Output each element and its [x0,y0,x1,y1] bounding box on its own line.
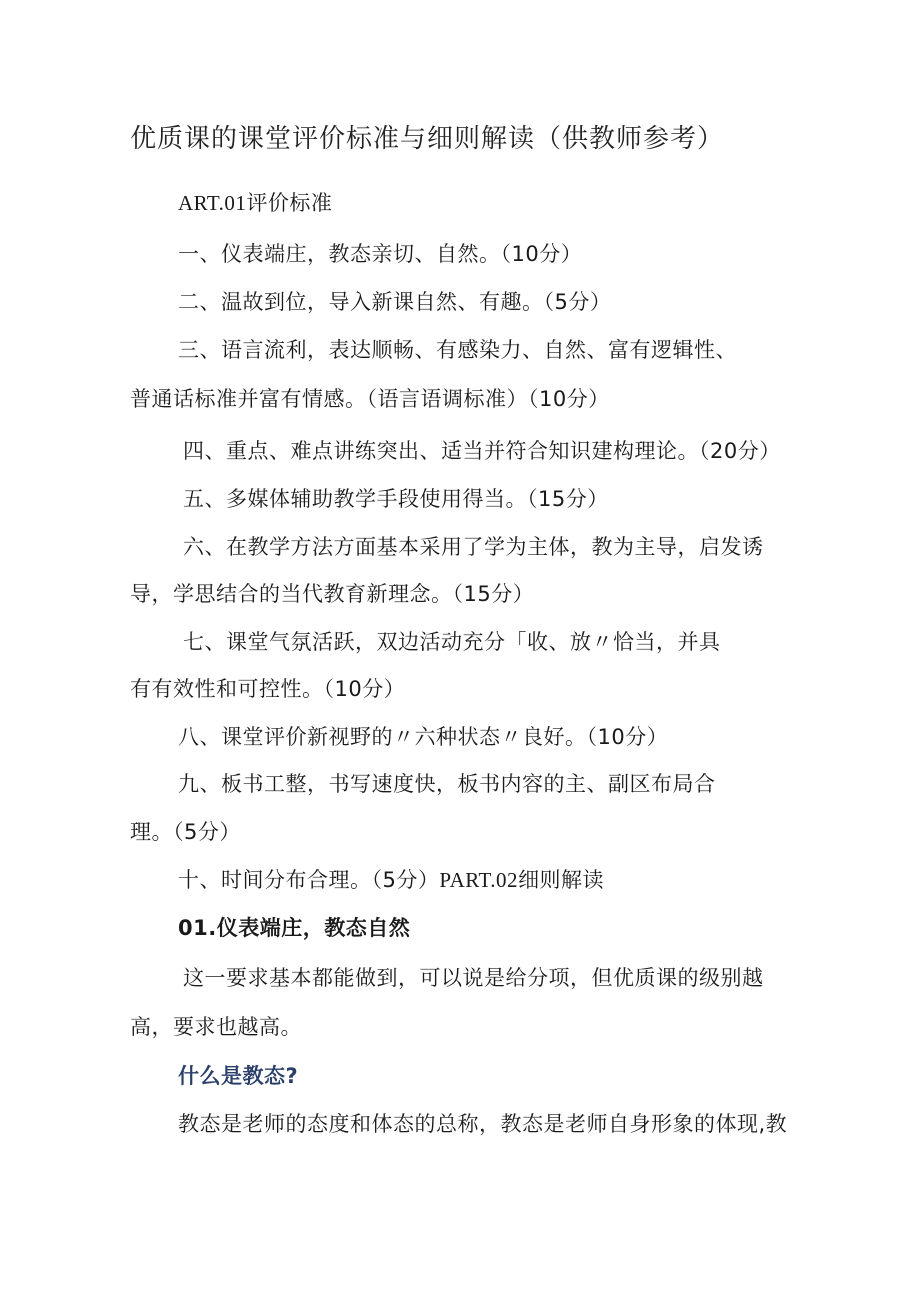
criterion-7-line2: 有有效性和可控性。（10分） [130,677,406,701]
criterion-8: 八、课堂评价新视野的〃六种状态〃良好。（10分） [178,725,669,749]
part-label: 细则解读 [518,868,605,892]
criterion-10-text: 十、时间分布合理。（5分） [178,868,440,892]
paragraph-1-line2: 高，要求也越高。 [130,1015,302,1039]
section-label: 评价标准 [246,191,333,215]
criterion-2: 二、温故到位，导入新课自然、有趣。（5分） [178,290,612,314]
criterion-10 [178,866,604,894]
paragraph-2-line1: 教态是老师的态度和体态的总称，教态是老师自身形象的体现,教 [178,1112,788,1136]
subheading-01: 01.仪表端庄，教态自然 [178,916,411,940]
paragraph-1-line1: 这一要求基本都能做到，可以说是给分项，但优质课的级别越 [183,966,764,990]
question-heading: 什么是教态? [178,1064,299,1088]
page-title: 优质课的课堂评价标准与细则解读（供教师参考） [130,124,725,154]
criterion-4: 四、重点、难点讲练突出、适当并符合知识建构理论。（20分） [183,439,781,463]
criterion-9-line1: 九、板书工整，书写速度快，板书内容的主、副区布局合 [178,772,716,796]
section-heading-art01 [178,189,332,217]
criterion-7-line1: 七、课堂气氛活跃，双边活动充分「收、放〃恰当，并具 [183,630,721,654]
criterion-6-line2: 导，学思结合的当代教育新理念。（15分） [130,582,535,606]
criterion-6-line1: 六、在教学方法方面基本采用了学为主体，教为主导，启发诱 [183,535,764,559]
criterion-3-line1: 三、语言流利，表达顺畅、有感染力、自然、富有逻辑性、 [178,338,737,362]
criterion-5: 五、多媒体辅助教学手段使用得当。（15分） [183,487,609,511]
criterion-9-line2: 理。（5分） [130,820,241,844]
section-prefix: ART.01 [178,191,247,215]
criterion-1: 一、仪表端庄，教态亲切、自然。（10分） [178,242,583,266]
part-prefix: PART.02 [439,868,519,892]
criterion-3-line2: 普通话标准并富有情感。（语言语调标准）（10分） [130,387,610,411]
